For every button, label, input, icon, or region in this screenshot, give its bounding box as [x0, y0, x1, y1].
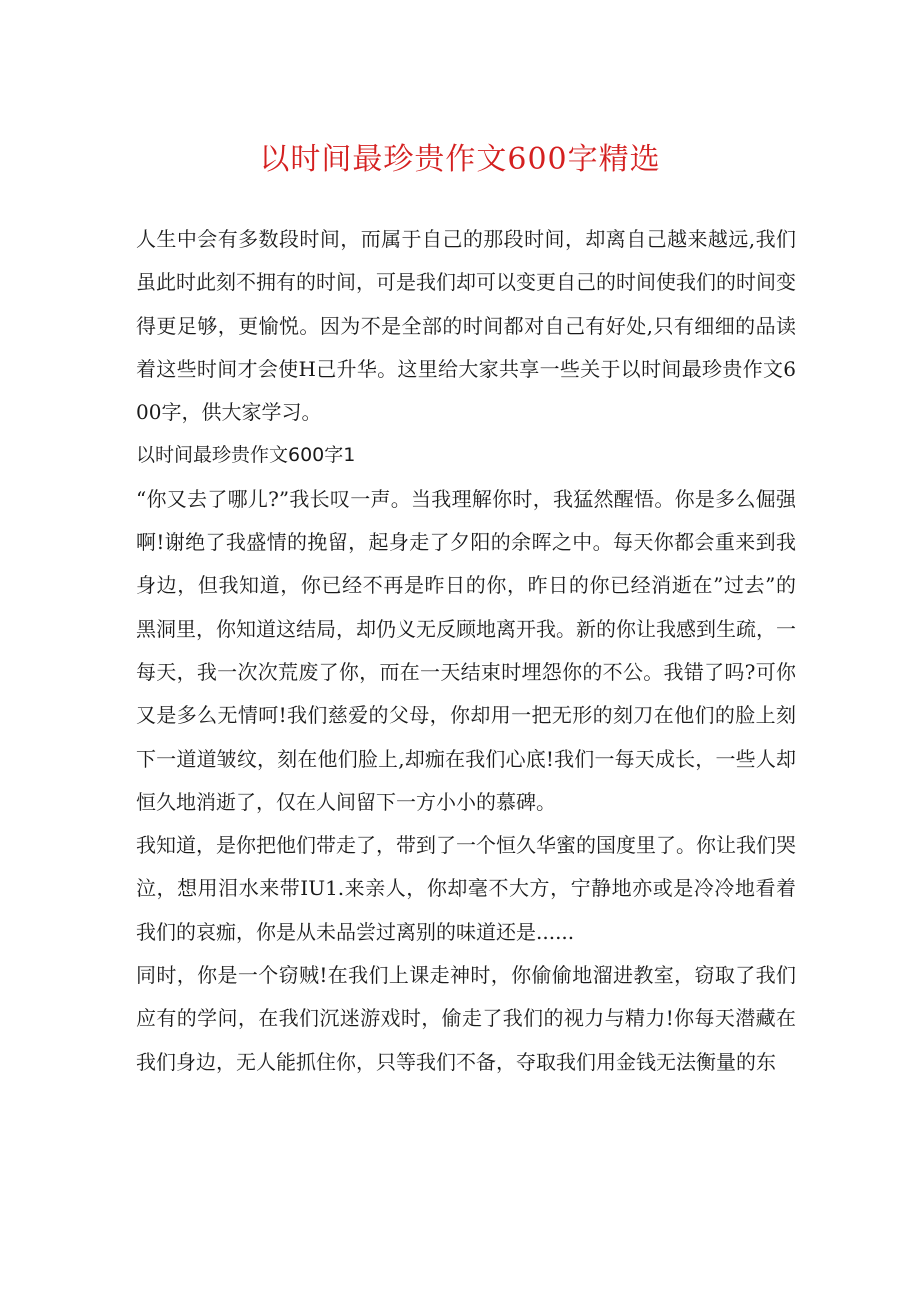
body-paragraph: 我知道，是你把他们带走了，带到了一个恒久华蜜的国度里了。你让我们哭泣，想用泪水来带IU1.来亲人，你却毫不大方，宁静地亦或是冷冷地看着我们的哀痂，你是从未品尝过离别的味道还是...... [136, 833, 796, 944]
body-paragraph: “你又去了哪儿?”我长叹一声。当我理解你时，我猛然醒悟。你是多么倔强啊!谢绝了我盛情的挽留，起身走了夕阳的余晖之中。每天你都会重来到我身边，但我知道，你已经不再是昨日的你，昨日的你已经消逝在”过去”的黑洞里，你知道这结局，却仍义无反顾地离开我。新的你让我感到生疏，一每天，我一次次荒废了你，而在一天结束时埋怨你的不公。我错了吗?可你又是多么无情呵!我们慈爱的父母，你却用一把无形的刻刀在他们的脸上刻下一道道皱纹，刻在他们脸上,却痂在我们心底!我们一每天成长，一些人却恒久地消逝了，仅在人间留下一方小小的慕碑。 [136, 486, 796, 814]
body-paragraph: 同时，你是一个窃贼!在我们上课走神时，你偷偷地溜进教室，窃取了我们应有的学问，在我们沉迷游戏时，偷走了我们的视力与精力!你每天潜藏在我们身边，无人能抓住你，只等我们不备，夺取我们用金钱无法衡量的东 [136, 963, 796, 1074]
section-heading: 以时间最珍贵作文600字1 [136, 444, 356, 467]
document-body [136, 218, 796, 1084]
document-title: 以时间最珍贵作文600字精选 [259, 142, 661, 177]
intro-paragraph: 人生中会有多数段时间，而属于自己的那段时间，却离自己越来越远,我们虽此时此刻不拥有的时间，可是我们却可以变更自己的时间使我们的时间变得更足够，更愉悦。因为不是全部的时间都对自己有好处,只有细细的品读着这些时间才会使H己升华。这里给大家共享一些关于以时间最珍贵作文600字，供大家学习。 [136, 227, 796, 425]
